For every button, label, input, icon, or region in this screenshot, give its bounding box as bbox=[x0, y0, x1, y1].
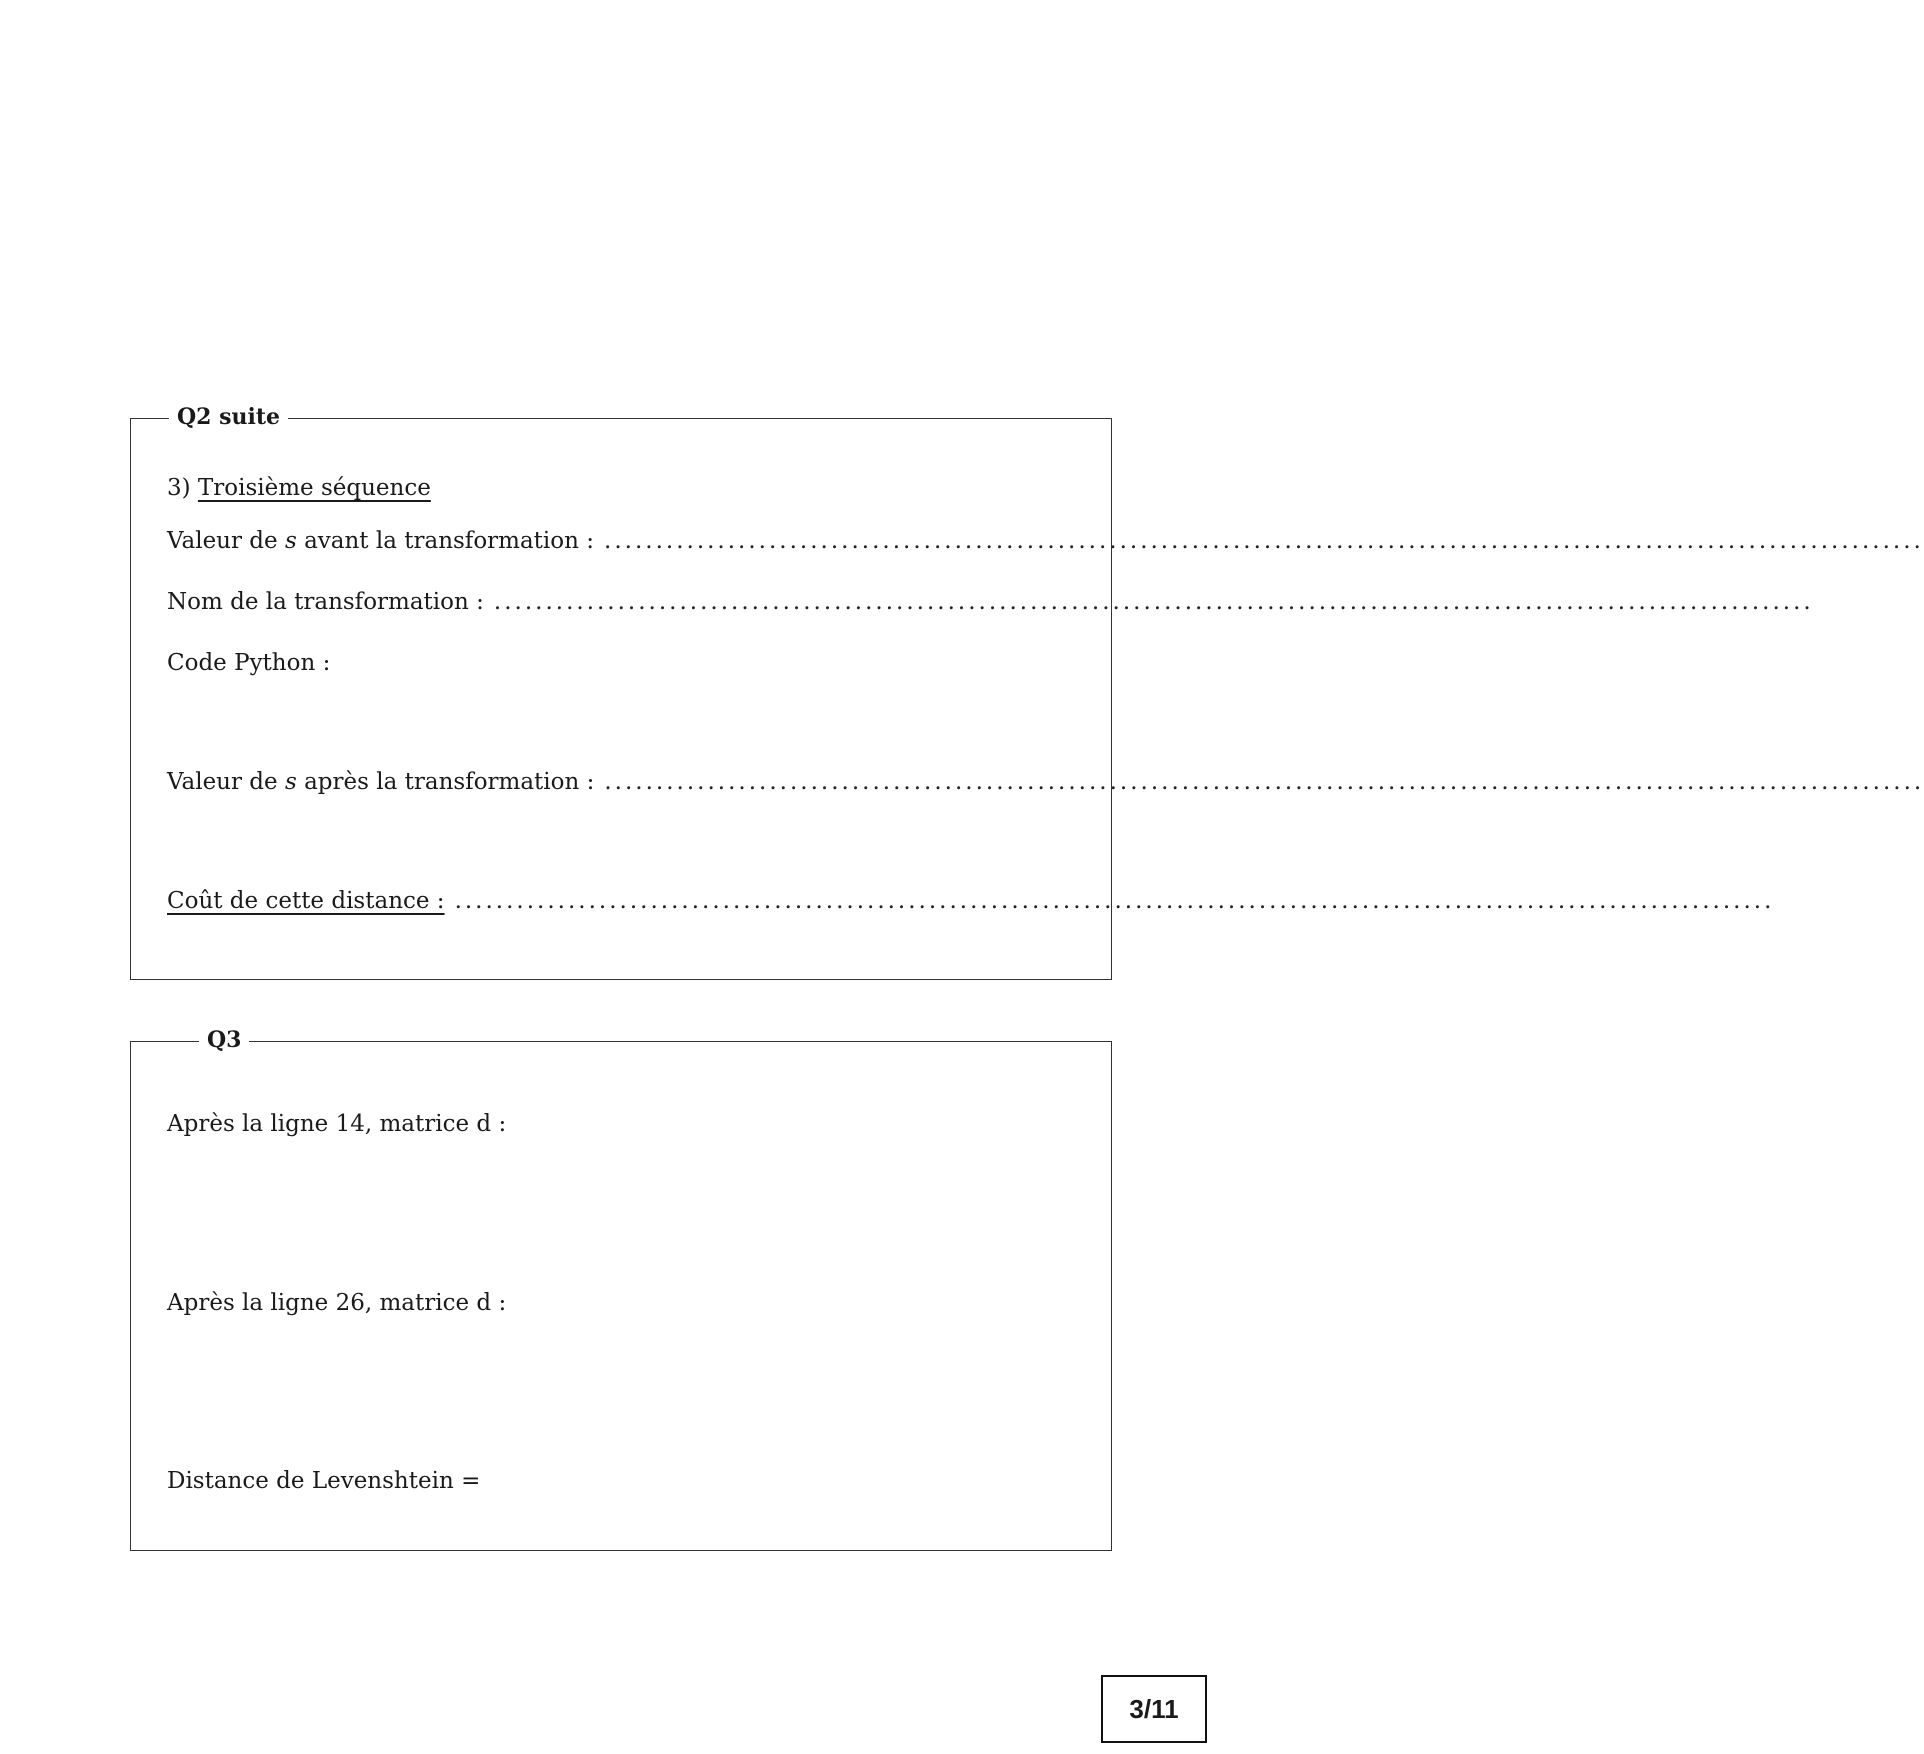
cost-label: Coût de cette distance : bbox=[167, 888, 445, 914]
section-heading bbox=[167, 473, 1071, 503]
q2-box-title: Q2 suite bbox=[169, 404, 288, 430]
section-title: Troisième séquence bbox=[197, 475, 431, 501]
after-line-14-label: Après la ligne 14, matrice d : bbox=[167, 1111, 507, 1137]
q3-answer-box bbox=[130, 1027, 1112, 1551]
after-line-26-label: Après la ligne 26, matrice d : bbox=[167, 1290, 507, 1316]
value-before-dotted-line[interactable]: ................................................................................................................................ bbox=[604, 528, 1924, 554]
q2-answer-box bbox=[130, 404, 1924, 980]
cost-dotted-line[interactable]: ................................................................................................................................ bbox=[454, 888, 1775, 914]
transformation-name-field[interactable] bbox=[167, 587, 1814, 617]
value-after-field[interactable] bbox=[167, 767, 1924, 797]
q3-box-title: Q3 bbox=[199, 1027, 249, 1053]
after-line-14-field bbox=[167, 1109, 1071, 1139]
levenshtein-field bbox=[167, 1466, 1071, 1496]
after-line-26-field bbox=[167, 1288, 1071, 1318]
python-code-label: Code Python : bbox=[167, 650, 331, 676]
python-code-field bbox=[167, 648, 1071, 678]
transformation-name-label: Nom de la transformation : bbox=[167, 589, 484, 615]
transformation-name-dotted-line[interactable]: ................................................................................................................................ bbox=[493, 589, 1814, 615]
cost-field[interactable] bbox=[167, 886, 1775, 916]
levenshtein-label: Distance de Levenshtein = bbox=[167, 1468, 481, 1494]
value-after-dotted-line[interactable]: ................................................................................................................................ bbox=[604, 769, 1924, 795]
page-number: 3/11 bbox=[1101, 1675, 1207, 1743]
value-after-label: Valeur de s après la transformation : bbox=[167, 769, 595, 795]
section-number: 3) bbox=[167, 475, 191, 501]
value-before-field[interactable] bbox=[167, 526, 1924, 556]
value-before-label: Valeur de s avant la transformation : bbox=[167, 528, 595, 554]
